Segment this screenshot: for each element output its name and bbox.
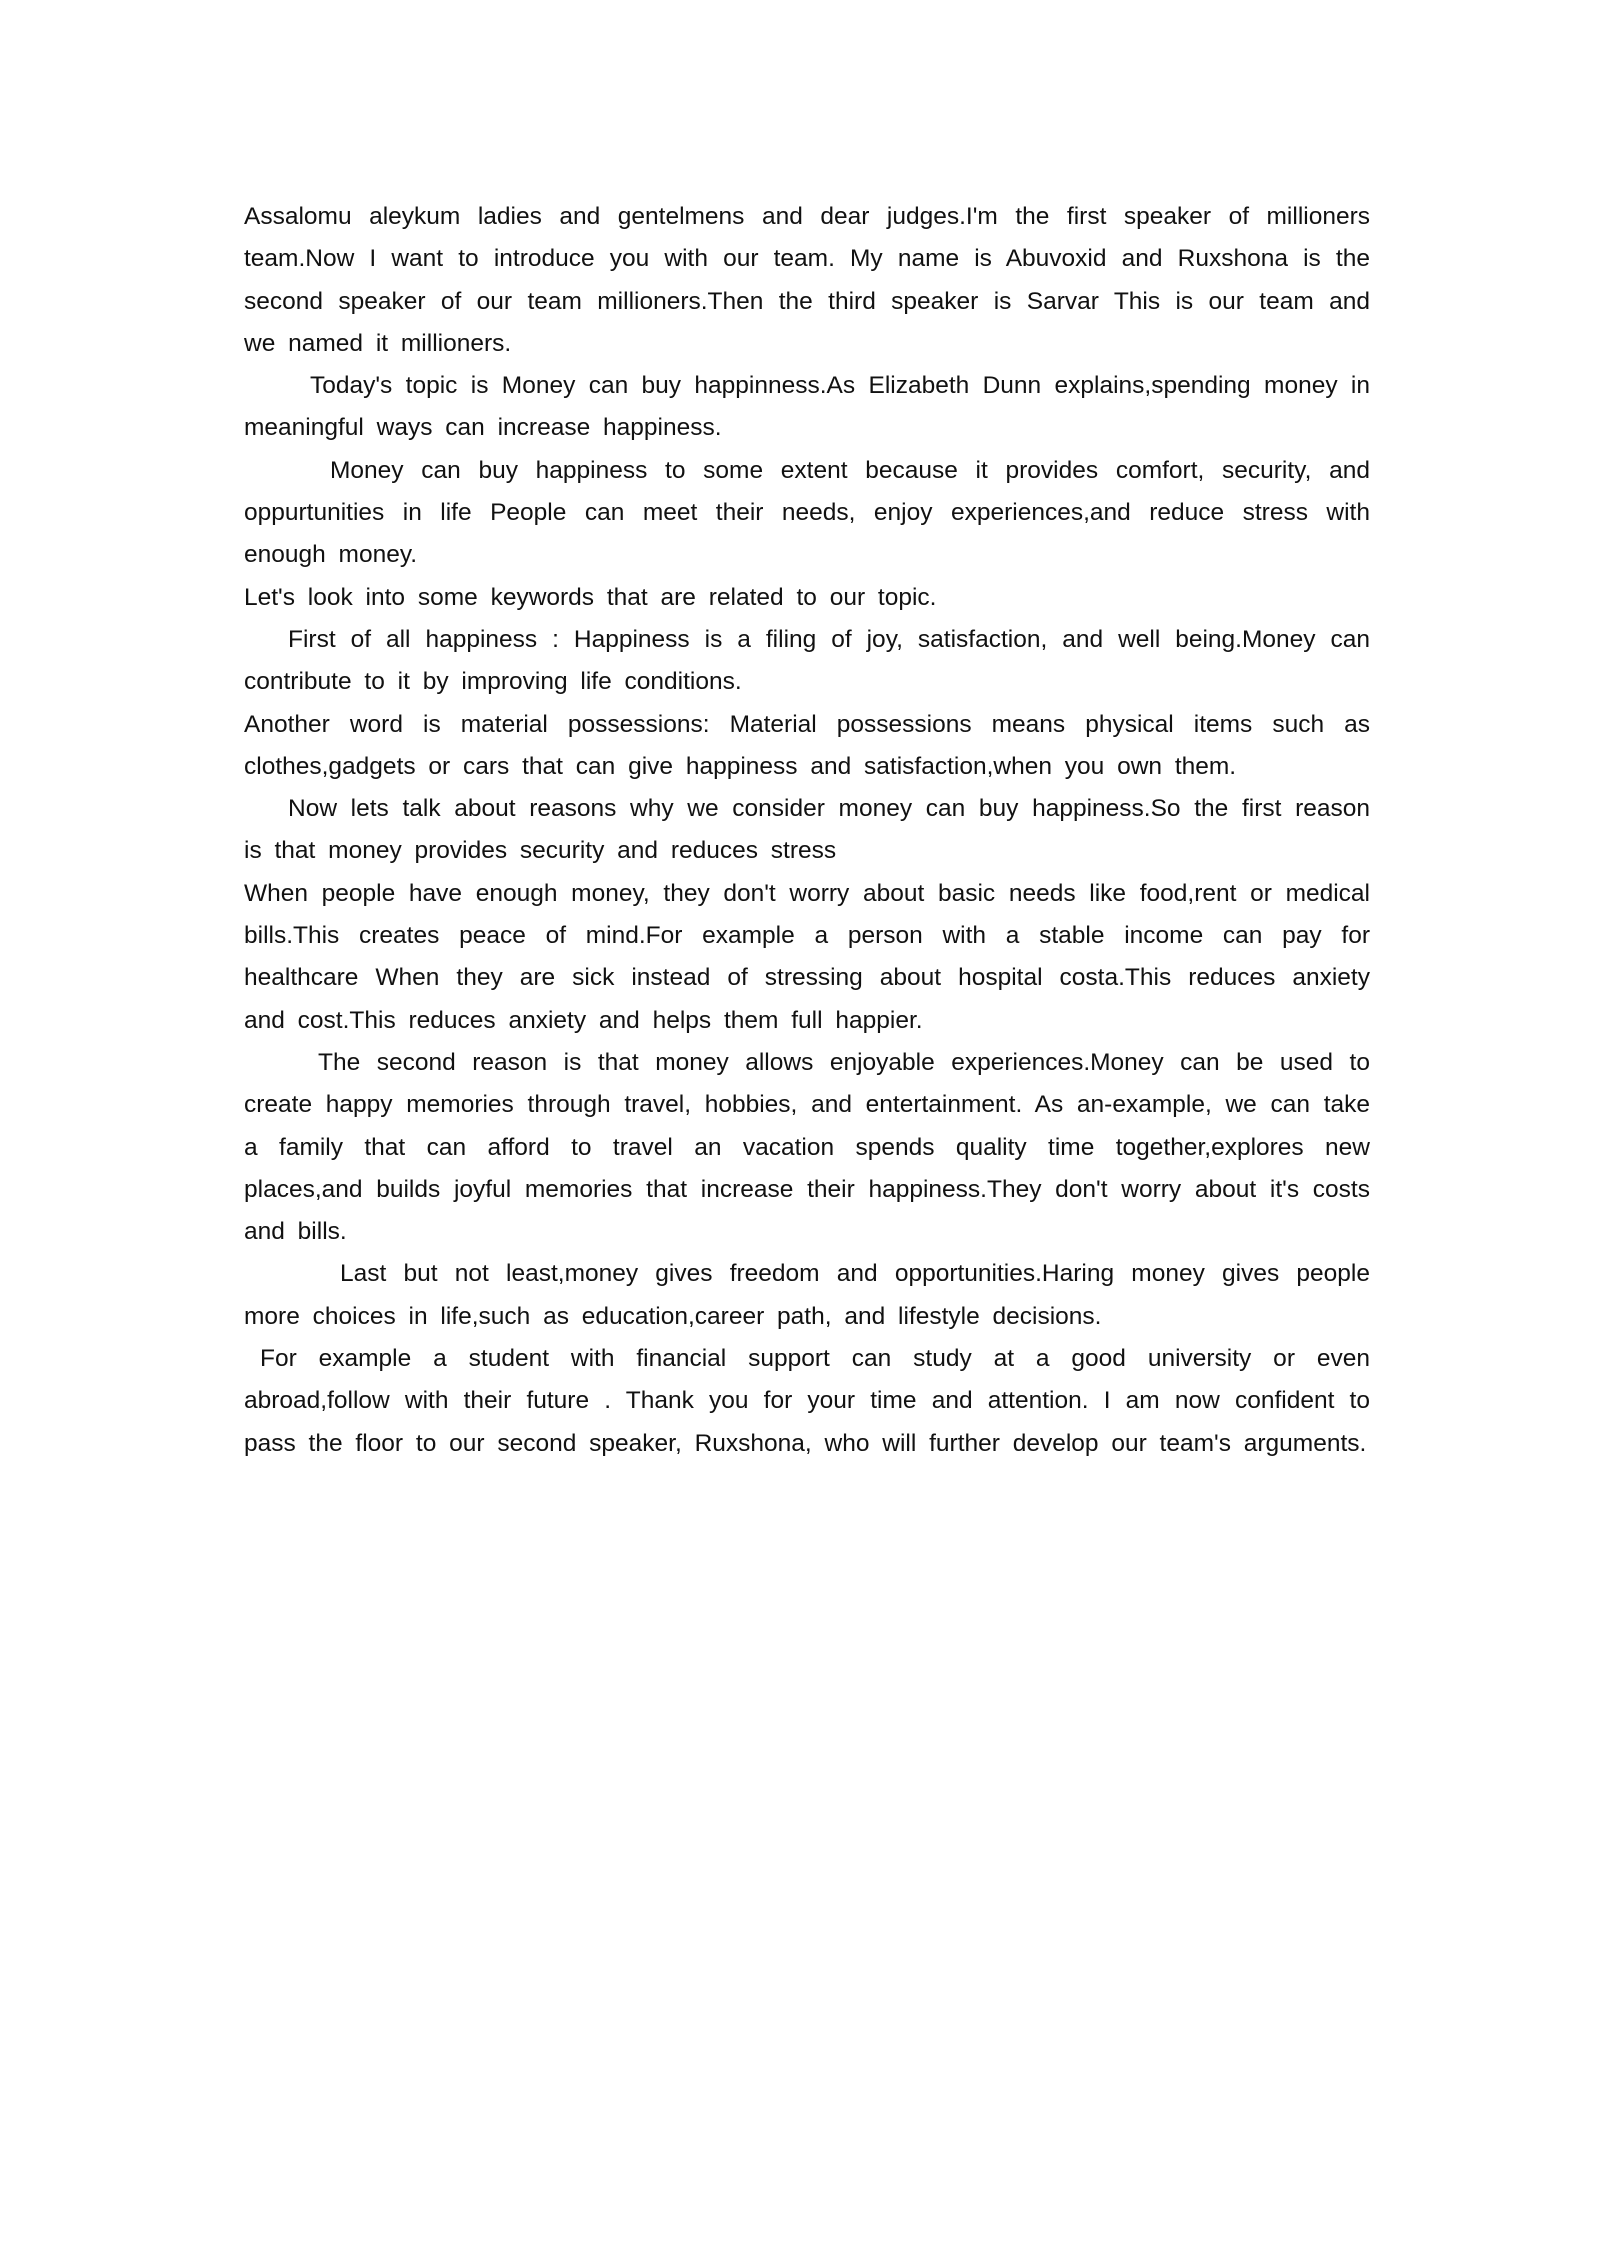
paragraph-first-reason: Now lets talk about reasons why we consider money can buy happiness.So the first reason is that money provides security and reduces stress	[244, 795, 1370, 865]
paragraph-security-example: When people have enough money, they don't worry about basic needs like food,rent or medical bills.This creates peace of mind.For example a person with a stable income can pay for healthcare When they are sick instead of stressing about hospital costa.This reduces anxiety and cost.This reduces anxiety and helps them full happier.	[244, 879, 1370, 1034]
paragraph-keyword-happiness: First of all happiness : Happiness is a filing of joy, satisfaction, and well being.Money can contribute to it by improving life conditions.	[244, 625, 1370, 696]
paragraph-keyword-possessions: Another word is material possessions: Material possessions means physical items such as clothes,gadgets or cars that can give happiness and satisfaction,when you own them.	[244, 710, 1370, 780]
paragraph-thesis: Money can buy happiness to some extent because it provides comfort, security, and oppurtunities in life People can meet their needs, enjoy experiences,and reduce stress with enough money.	[244, 456, 1370, 569]
paragraph-conclusion: For example a student with financial support can study at a good university or even abroad,follow with their future . Thank you for your time and attention. I am now confident to pass the floor to our second speaker, Ruxshona, who will further develop our team's arguments.	[244, 1345, 1370, 1457]
paragraph-topic: Today's topic is Money can buy happinness.As Elizabeth Dunn explains,spending money in meaningful ways can increase happiness.	[244, 372, 1370, 442]
paragraph-second-reason: The second reason is that money allows enjoyable experiences.Money can be used to create happy memories through travel, hobbies, and entertainment. As an-example, we can take a family that can afford to travel an vacation spends quality time together,explores new places,and builds joyful memories that increase their happiness.They don't worry about it's costs and bills.	[244, 1048, 1370, 1246]
paragraph-third-reason: Last but not least,money gives freedom and opportunities.Haring money gives people more choices in life,such as education,career path, and lifestyle decisions.	[244, 1260, 1370, 1330]
paragraph-keywords-intro: Let's look into some keywords that are related to our topic.	[244, 583, 937, 611]
paragraph-introduction: Assalomu aleykum ladies and gentelmens and dear judges.I'm the first speaker of millioners team.Now I want to introduce you with our team. My name is Abuvoxid and Ruxshona is the second speaker of our team millioners.Then the third speaker is Sarvar This is our team and we named it millioners.	[244, 203, 1370, 357]
document-body	[244, 196, 1370, 1465]
